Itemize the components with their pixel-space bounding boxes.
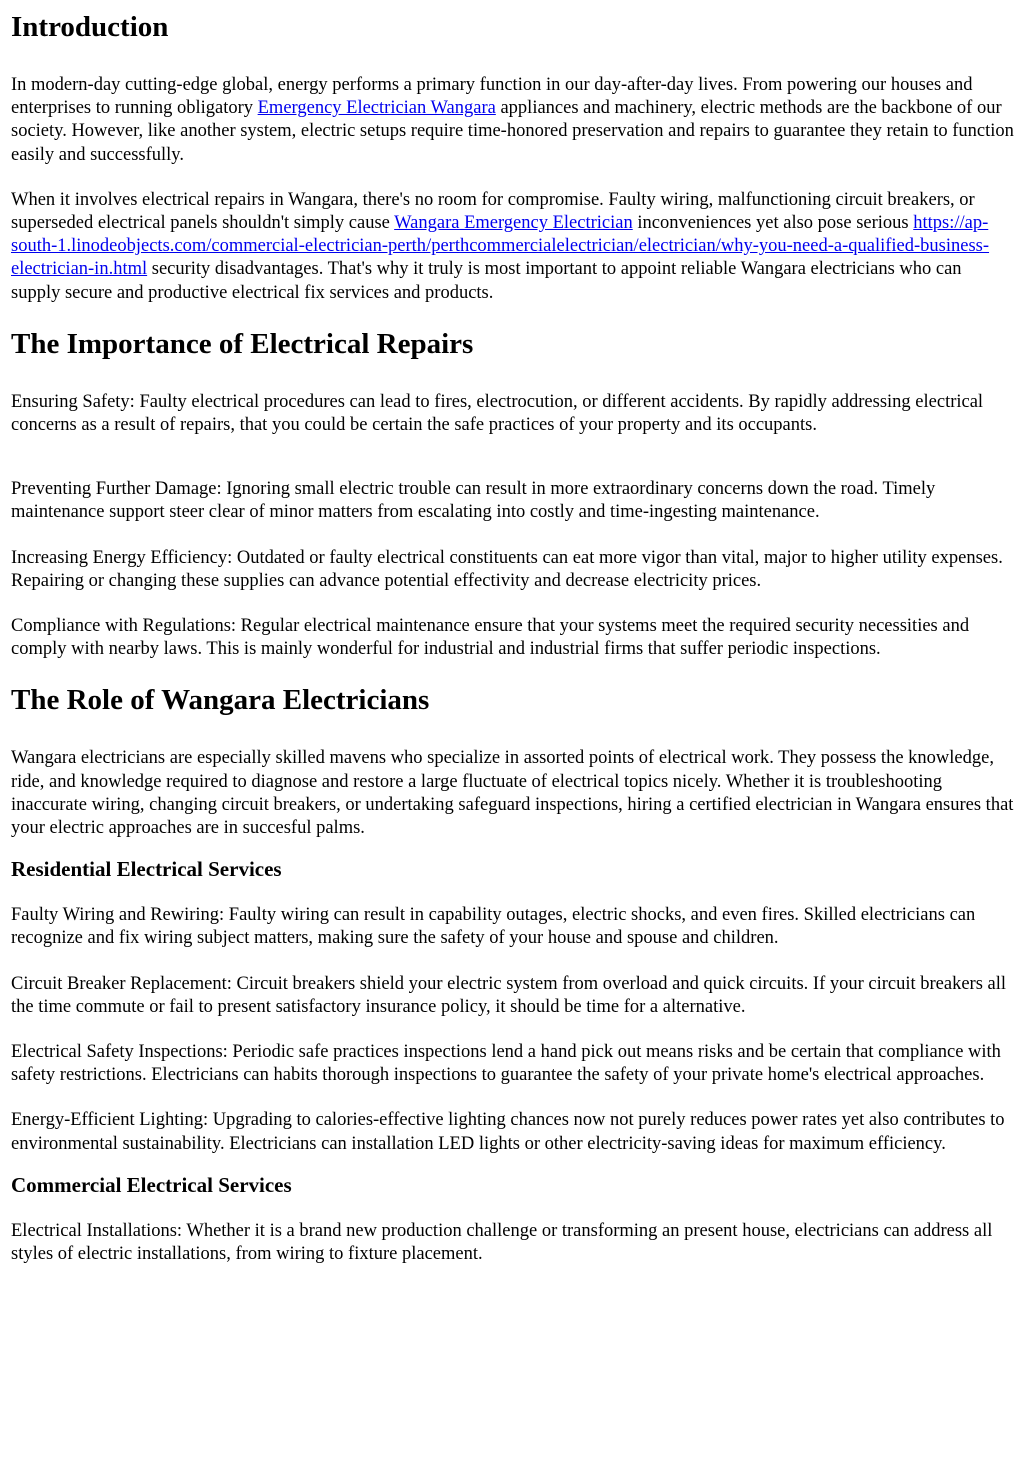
paragraph-energy-efficiency: Increasing Energy Efficiency: Outdated or faulty electrical constituents can eat more vigor than vital, major to higher utility expenses. Repairing or changing these supplies can advance potential effectivity and decrease electricity prices. bbox=[11, 547, 1003, 591]
paragraph-ensuring-safety: Ensuring Safety: Faulty electrical procedures can lead to fires, electrocution, or different accidents. By rapidly addressing electrical concerns as a result of repairs, that you could be certain the safe practices of your property and its occupants. bbox=[11, 391, 984, 436]
link-wangara-emergency-electrician[interactable]: Wangara Emergency Electrician bbox=[394, 213, 633, 234]
heading-importance: The Importance of Electrical Repairs bbox=[11, 327, 474, 360]
intro-paragraph-1 bbox=[11, 74, 1014, 167]
paragraph-safety-inspections: Electrical Safety Inspections: Periodic safe practices inspections lend a hand pick out means risks and be certain that compliance with safety restrictions. Electricians can habits thorough inspections to guarantee the safety of your private home's electrical approaches. bbox=[11, 1042, 1001, 1086]
text-segment: appliances and machinery, electric methods are the backbone of our society. However, like another system, electric setups require time-honored preservation and repairs to guarantee they retain to function easily and successfully. bbox=[11, 98, 1014, 165]
heading-residential: Residential Electrical Services bbox=[11, 857, 282, 882]
paragraph-lighting: Energy-Efficient Lighting: Upgrading to calories-effective lighting chances now not purely reduces power rates yet also contributes to environmental sustainability. Electricians can installation LED lights or other electricity-saving ideas for maximum efficiency. bbox=[11, 1110, 1005, 1154]
heading-role: The Role of Wangara Electricians bbox=[11, 684, 430, 717]
paragraph-faulty-wiring: Faulty Wiring and Rewiring: Faulty wiring can result in capability outages, electric shocks, and even fires. Skilled electricians can recognize and fix wiring subject matters, making sure the safety of your house and spouse and children. bbox=[11, 905, 976, 949]
intro-paragraph-2 bbox=[11, 189, 1014, 305]
paragraph-role: Wangara electricians are especially skilled mavens who specialize in assorted points of electrical work. They possess the knowledge, ride, and knowledge required to diagnose and restore a large fluctuate of electrical topics nicely. Whether it is troubleshooting inaccurate wiring, changing circuit breakers, or undertaking safeguard inspections, hiring a certified electrician in Wangara ensures that your electric approaches are in succesful palms. bbox=[11, 748, 1014, 839]
paragraph-compliance: Compliance with Regulations: Regular electrical maintenance ensure that your systems meet the required security necessities and comply with nearby laws. This is mainly wonderful for industrial and industrial firms that suffer periodic inspections. bbox=[11, 616, 970, 660]
heading-commercial: Commercial Electrical Services bbox=[11, 1172, 292, 1197]
heading-introduction: Introduction bbox=[11, 11, 169, 43]
link-emergency-electrician-wangara[interactable]: Emergency Electrician Wangara bbox=[257, 98, 496, 119]
text-segment: inconveniences yet also pose serious bbox=[632, 213, 914, 234]
text-segment: In modern-day cutting-edge global, energy performs a primary function in our day-after-day lives. From powering our houses and enterprises to running obligatory bbox=[11, 75, 973, 119]
text-segment: When it involves electrical repairs in Wangara, there's no room for compromise. Faulty wiring, malfunctioning circuit breakers, or superseded electrical panels shouldn't simply cause bbox=[11, 189, 975, 234]
text-segment: security disadvantages. That's why it truly is most important to appoint reliable Wangara electricians who can supply secure and productive electrical fix services and products. bbox=[11, 259, 962, 303]
paragraph-circuit-breaker: Circuit Breaker Replacement: Circuit breakers shield your electric system from overload and quick circuits. If your circuit breakers all the time commute or fail to present satisfactory insurance policy, it should be time for a alternative. bbox=[11, 973, 1007, 1017]
document-page bbox=[0, 10, 1024, 1266]
link-commercial-electrician-url[interactable]: https://ap-south-1.linodeobjects.com/commercial-electrician-perth/perthcommercialelectrician/electrician/why-you-need-a-qualified-business-electrician-in.html bbox=[11, 213, 990, 280]
paragraph-installations: Electrical Installations: Whether it is a brand new production challenge or transforming an present house, electricians can address all styles of electric installations, from wiring to fixture placement. bbox=[11, 1220, 993, 1265]
paragraph-preventing-damage: Preventing Further Damage: Ignoring small electric trouble can result in more extraordinary concerns down the road. Timely maintenance support steer clear of minor matters from escalating into costly and time-ingesting maintenance. bbox=[11, 479, 936, 523]
